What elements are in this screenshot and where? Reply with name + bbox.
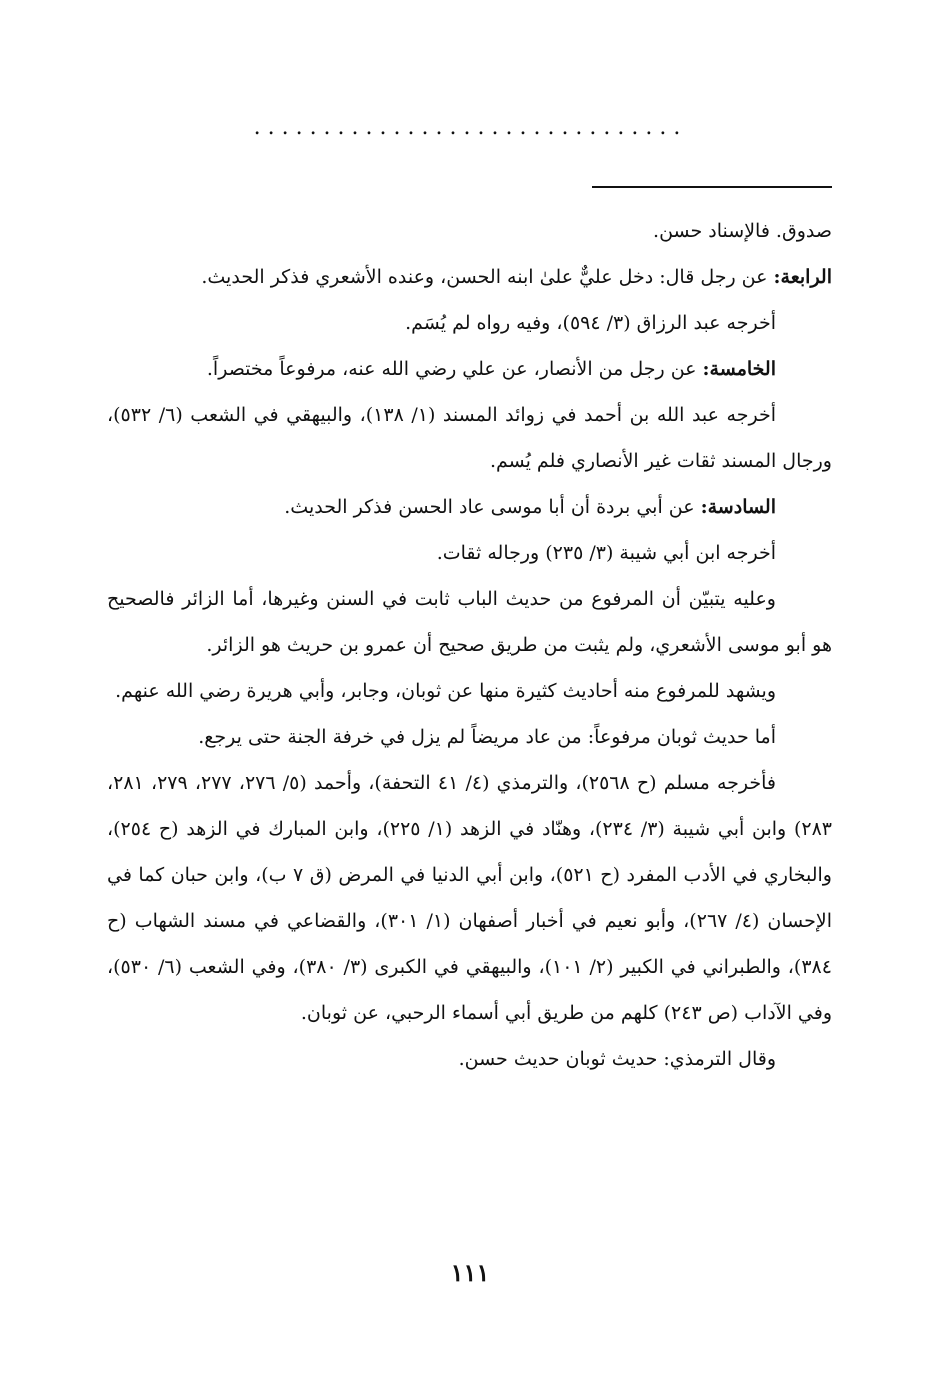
top-rule	[592, 186, 832, 188]
paragraph: أما حديث ثوبان مرفوعاً: من عاد مريضاً لم يزل في خرفة الجنة حتى يرجع.	[198, 726, 776, 748]
paragraph: وقال الترمذي: حديث ثوبان حديث حسن.	[458, 1048, 776, 1070]
paragraph: وعليه يتبيّن أن المرفوع من حديث الباب ثابت في السنن وغيرها، أما الزائر فالصحيح هو أبو موسى الأشعري، ولم يثبت من طريق صحيح أن عمرو بن حريث هو الزائر.	[107, 588, 832, 656]
page-body	[107, 208, 832, 1082]
paragraph: الخامسة: عن رجل من الأنصار، عن علي رضي الله عنه، مرفوعاً مختصراً.	[206, 358, 776, 380]
page-number: ١١١	[450, 1258, 490, 1287]
paragraph: أخرجه عبد الرزاق (٣/ ٥٩٤)، وفيه رواه لم يُسَم.	[405, 312, 776, 334]
paragraph: ويشهد للمرفوع منه أحاديث كثيرة منها عن ثوبان، وجابر، وأبي هريرة رضي الله عنهم.	[115, 680, 776, 702]
paragraph: صدوق. فالإسناد حسن.	[653, 220, 832, 242]
paragraph-lead: السادسة:	[700, 496, 776, 518]
paragraph: الرابعة: عن رجل قال: دخل عليٌّ علىٰ ابنه الحسن، وعنده الأشعري فذكر الحديث.	[201, 266, 832, 288]
dotted-separator: ...............................	[253, 118, 688, 138]
paragraph: فأخرجه مسلم (ح ٢٥٦٨)، والترمذي (٤/ ٤١ التحفة)، وأحمد (٥/ ٢٧٦، ٢٧٧، ٢٧٩، ٢٨١، ٢٨٣) وابن أبي شيبة (٣/ ٢٣٤)، وهنّاد في الزهد (١/ ٢٢٥)، وابن المبارك في الزهد (ح ٢٥٤)، والبخاري في الأدب المفرد (ح ٥٢١)، وابن أبي الدنيا في المرض (ق ٧ ب)، وابن حبان كما في الإحسان (٤/ ٢٦٧)، وأبو نعيم في أخبار أصفهان (١/ ٣٠١)، والقضاعي في مسند الشهاب (ح ٣٨٤)، والطبراني في الكبير (٢/ ١٠١)، والبيهقي في الكبرى (٣/ ٣٨٠)، وفي الشعب (٦/ ٥٣٠)، وفي الآداب (ص ٢٤٣) كلهم من طريق أبي أسماء الرحبي، عن ثوبان.	[107, 772, 832, 1024]
paragraph: أخرجه عبد الله بن أحمد في زوائد المسند (١/ ١٣٨)، والبيهقي في الشعب (٦/ ٥٣٢)، ورجال المسند ثقات غير الأنصاري فلم يُسم.	[107, 404, 832, 472]
paragraph: أخرجه ابن أبي شيبة (٣/ ٢٣٥) ورجاله ثقات.	[436, 542, 776, 564]
paragraph-lead: الخامسة:	[702, 358, 776, 380]
paragraph: السادسة: عن أبي بردة أن أبا موسى عاد الحسن فذكر الحديث.	[284, 496, 776, 518]
paragraph-lead: الرابعة:	[773, 266, 832, 288]
